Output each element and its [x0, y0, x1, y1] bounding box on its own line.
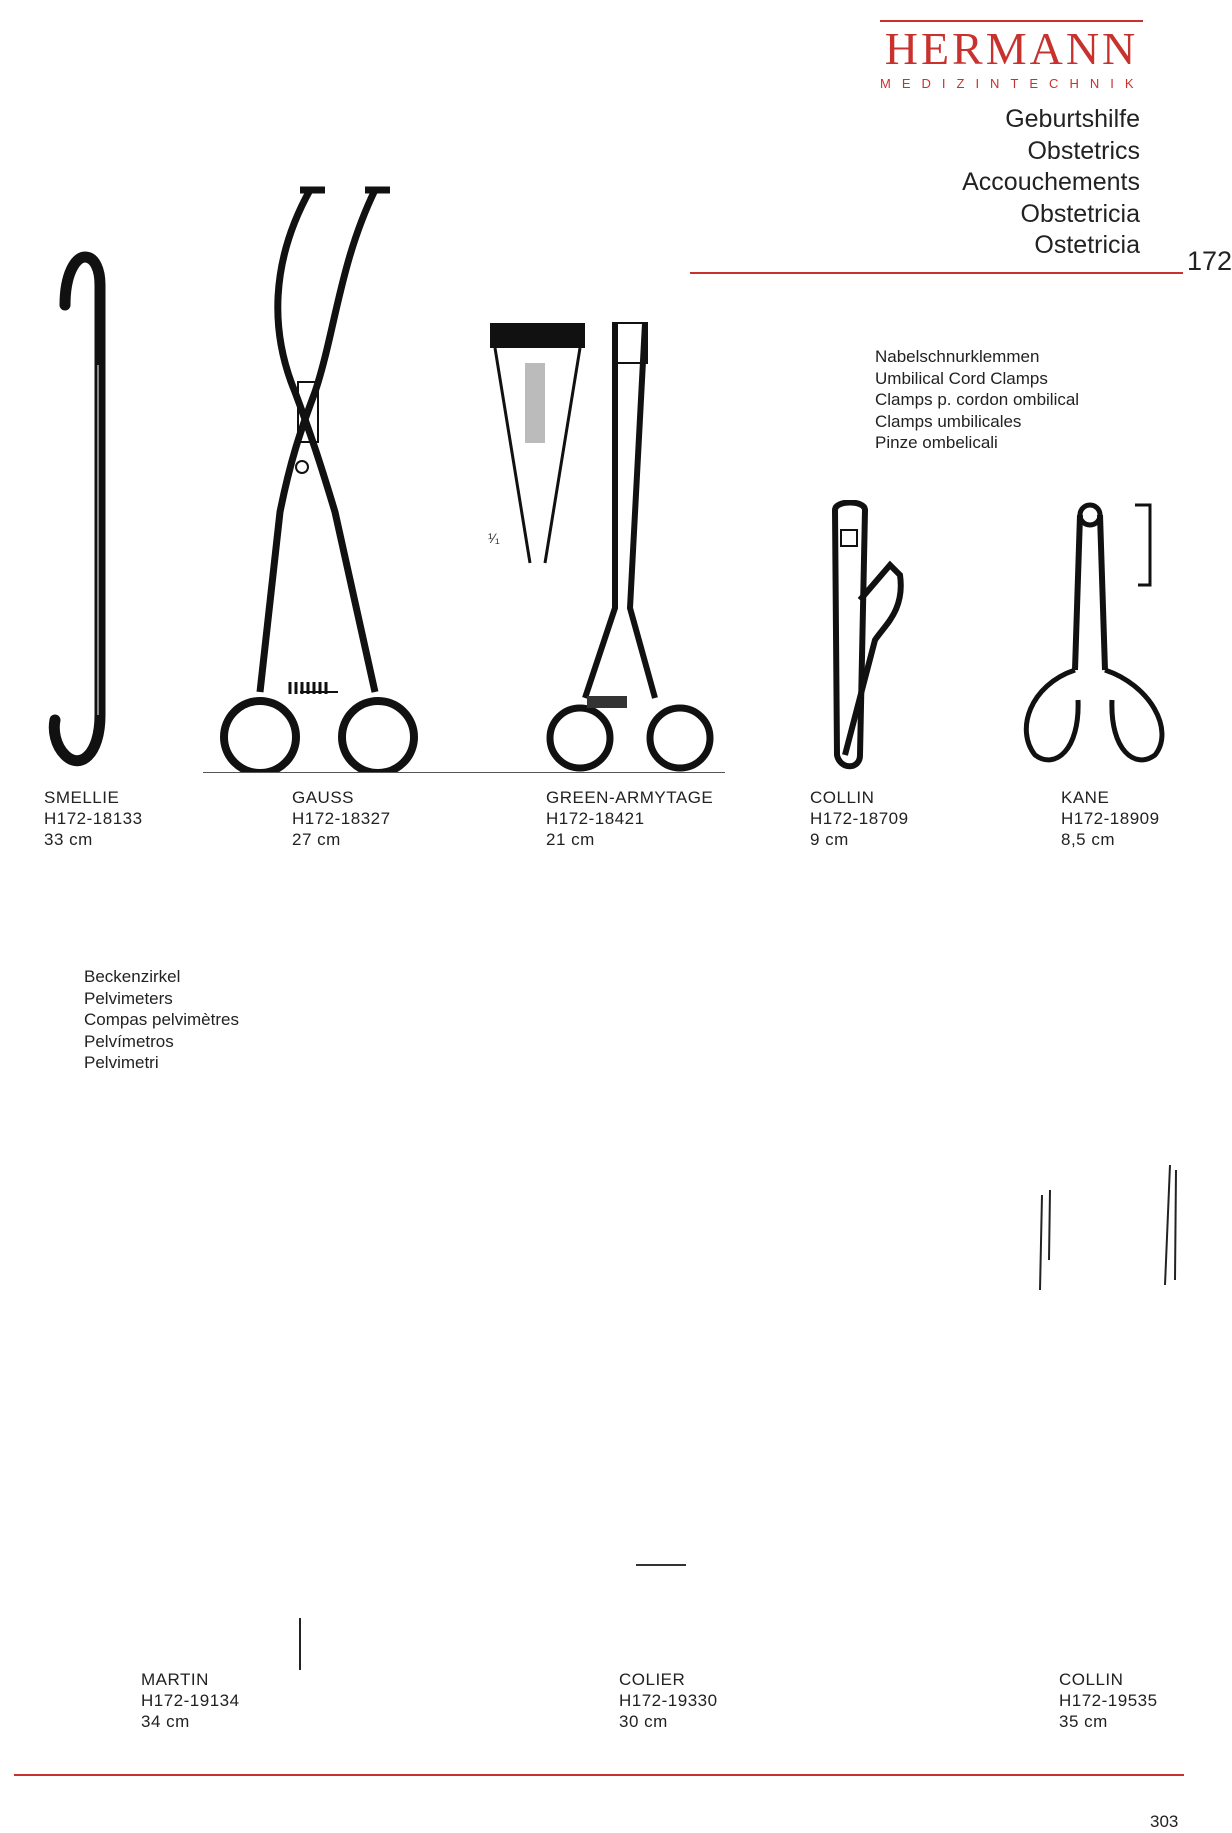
product-name: COLIER: [619, 1670, 686, 1689]
umbilical-heading-fr: Clamps p. cordon ombilical: [875, 390, 1080, 409]
kane-clamp-illustration: [1010, 500, 1190, 775]
product-caption-martin: [141, 1669, 240, 1732]
category-title-de: Geburtshilfe: [1005, 105, 1140, 133]
pelvimeter-martin-fragment: [295, 1618, 305, 1670]
product-size: 9 cm: [810, 830, 849, 849]
green-armytage-forceps-illustration: [525, 318, 725, 773]
pelvimeter-heading: [84, 966, 239, 1074]
smellie-hook-illustration: [35, 245, 115, 780]
pelvimeter-heading-it: Pelvimetri: [84, 1053, 159, 1072]
pelvimeter-heading-es: Pelvímetros: [84, 1031, 174, 1051]
product-name: SMELLIE: [44, 788, 120, 807]
pelvimeter-heading-fr: Compas pelvimètres: [84, 1010, 239, 1029]
category-title-es: Obstetricia: [1020, 199, 1140, 228]
category-title-it: Ostetricia: [1034, 231, 1140, 259]
product-code: H172-18133: [44, 809, 143, 828]
product-code: H172-18327: [292, 809, 391, 828]
product-name: COLLIN: [810, 788, 875, 807]
product-caption-collin-pelvimeter: [1059, 1669, 1158, 1732]
footer-rule: [14, 1774, 1184, 1776]
illustration-baseline: [203, 772, 725, 773]
product-name: MARTIN: [141, 1670, 209, 1689]
product-caption-gauss: [292, 787, 391, 850]
gauss-forceps-illustration: [200, 182, 440, 772]
category-rule: [690, 272, 1183, 274]
product-code: H172-19330: [619, 1691, 718, 1710]
pelvimeter-heading-en: Pelvimeters: [84, 988, 173, 1008]
product-size: 35 cm: [1059, 1712, 1108, 1731]
product-name: GREEN-ARMYTAGE: [546, 788, 714, 807]
pelvimeter-heading-de: Beckenzirkel: [84, 967, 181, 986]
pelvimeter-colier-fragment: [636, 1560, 686, 1570]
umbilical-heading-es: Clamps umbilicales: [875, 411, 1022, 431]
pelvimeter-collin-fragment: [1030, 1160, 1190, 1300]
product-code: H172-18909: [1061, 809, 1160, 828]
product-code: H172-18421: [546, 809, 645, 828]
category-titles: [962, 104, 1140, 262]
product-size: 21 cm: [546, 830, 595, 849]
brand-subtitle: MEDIZINTECHNIK: [880, 76, 1145, 91]
brand-top-rule: [880, 20, 1143, 22]
product-size: 8,5 cm: [1061, 830, 1116, 849]
product-name: KANE: [1061, 788, 1110, 807]
brand-logo: HERMANN: [884, 23, 1139, 74]
category-title-en: Obstetrics: [1027, 136, 1140, 165]
product-size: 34 cm: [141, 1712, 190, 1731]
umbilical-heading-de: Nabelschnurklemmen: [875, 347, 1040, 366]
product-caption-collin-clamp: [810, 787, 909, 850]
collin-clamp-illustration: [815, 500, 915, 775]
product-caption-green-armytage: [546, 787, 713, 850]
product-caption-colier: [619, 1669, 718, 1732]
product-size: 33 cm: [44, 830, 93, 849]
product-code: H172-19535: [1059, 1691, 1158, 1710]
category-code: 172: [1187, 246, 1232, 276]
product-size: 30 cm: [619, 1712, 668, 1731]
category-title-fr: Accouchements: [962, 168, 1140, 196]
product-size: 27 cm: [292, 830, 341, 849]
product-name: GAUSS: [292, 788, 355, 807]
umbilical-heading-en: Umbilical Cord Clamps: [875, 368, 1048, 388]
page-number: 303: [1150, 1812, 1179, 1831]
umbilical-heading: [875, 346, 1079, 454]
scale-label: ¹⁄₁: [488, 530, 500, 546]
product-caption-kane: [1061, 787, 1160, 850]
product-name: COLLIN: [1059, 1670, 1124, 1689]
umbilical-heading-it: Pinze ombelicali: [875, 433, 998, 452]
product-code: H172-19134: [141, 1691, 240, 1710]
product-code: H172-18709: [810, 809, 909, 828]
product-caption-smellie: [44, 787, 143, 850]
